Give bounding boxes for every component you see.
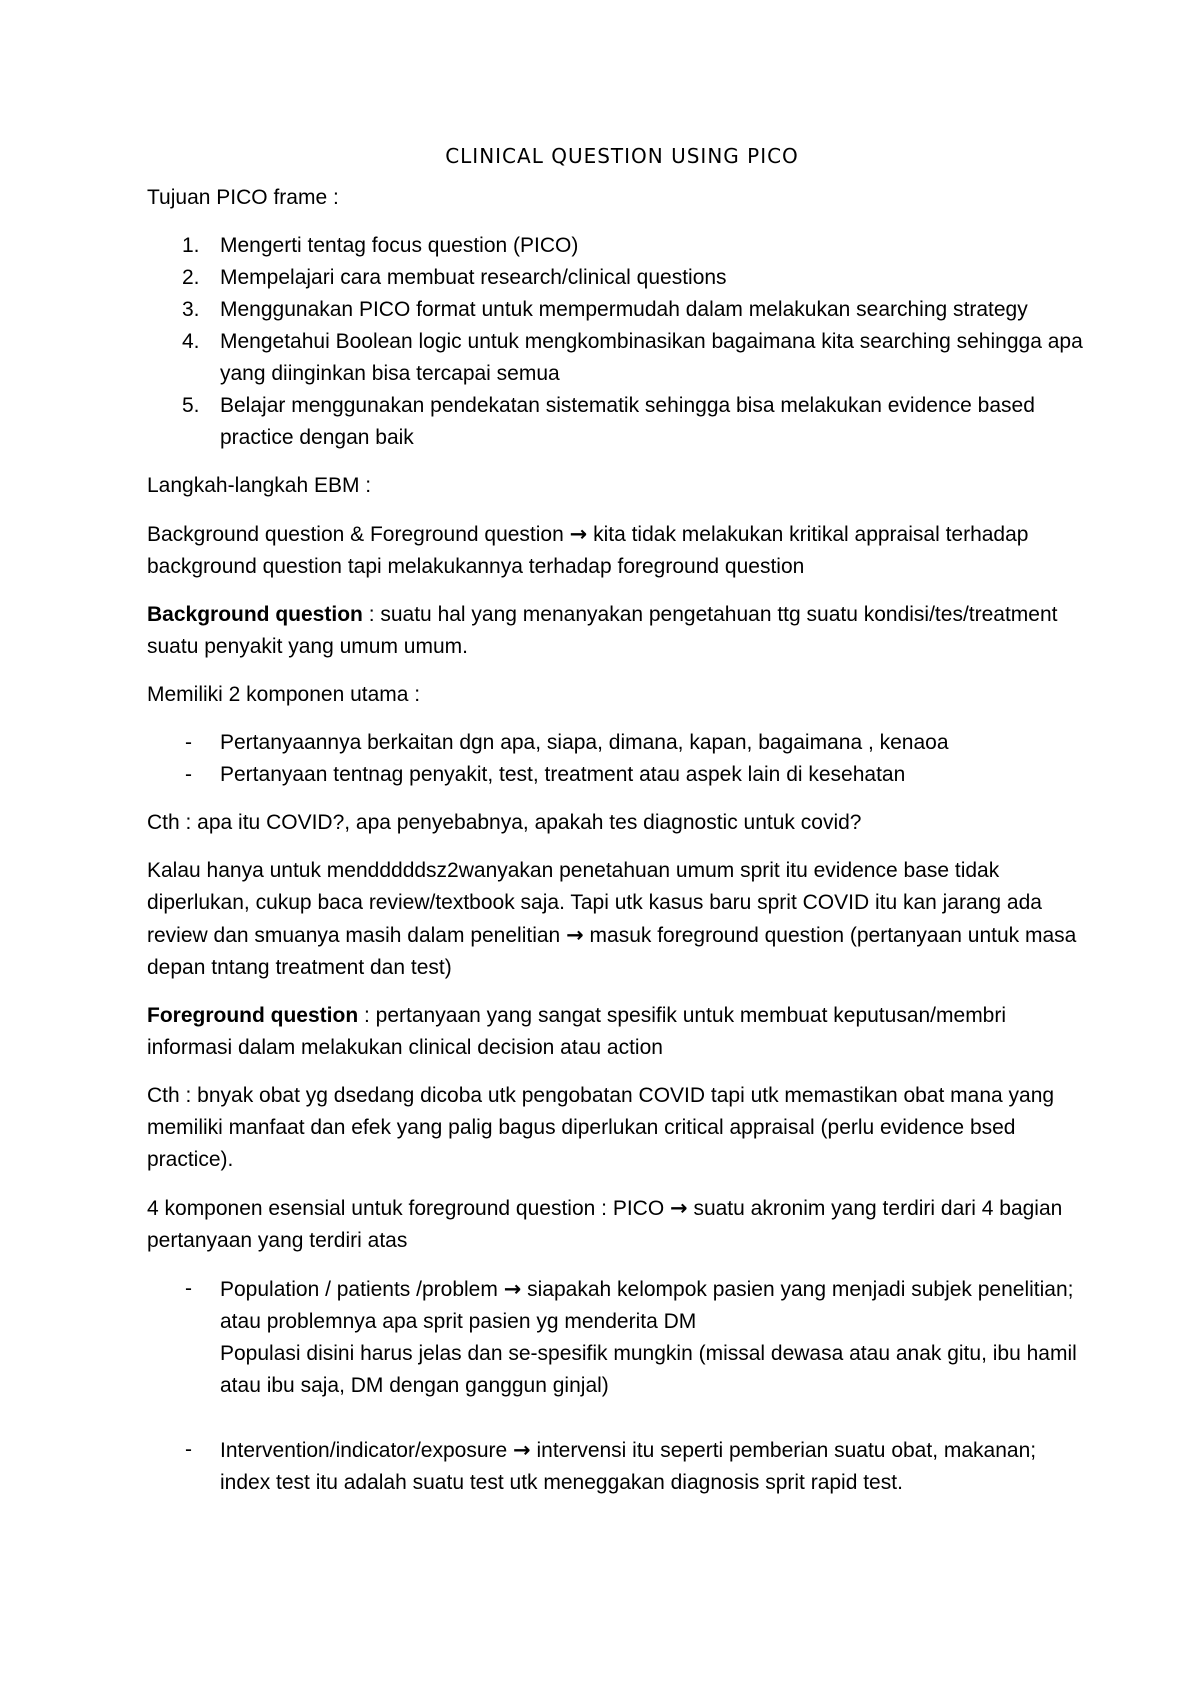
pico-intervention-text: intervensi itu seperti pemberian suatu obat, makanan; index test itu adalah suatu test utk meneggakan diagnosis sprit rapid test. — [220, 1439, 1037, 1494]
list-item — [147, 230, 1087, 262]
pico-list — [147, 1273, 1087, 1499]
list-number: 5. — [182, 394, 200, 417]
list-item-text: Mempelajari cara membuat research/clinical questions — [220, 266, 727, 289]
empat-paragraph — [147, 1192, 1087, 1257]
dash-bullet: - — [185, 731, 192, 754]
memiliki-heading: Memiliki 2 komponen utama : — [147, 683, 421, 706]
kalau-text-after: masuk foreground question (pertanyaan untuk masa depan tntang treatment dan test) — [147, 924, 1077, 979]
list-item-text: Mengerti tentag focus question (PICO) — [220, 234, 579, 257]
example-1: Cth : apa itu COVID?, apa penyebabnya, apakah tes diagnostic untuk covid? — [147, 811, 862, 834]
right-arrow-icon: → — [566, 923, 584, 947]
list-item-text: Pertanyaan tentnag penyakit, test, treatment atau aspek lain di kesehatan — [220, 763, 906, 786]
dash-bullet: - — [185, 1277, 192, 1300]
tujuan-heading: Tujuan PICO frame : — [147, 186, 339, 209]
document-title: CLINICAL QUESTION USING PICO — [445, 144, 799, 168]
foreground-term: Foreground question — [147, 1004, 359, 1027]
list-item-text: Menggunakan PICO format untuk mempermudah dalam melakukan searching strategy — [220, 298, 1028, 321]
pico-intervention-term: Intervention/indicator/exposure — [220, 1439, 508, 1462]
pico-population-extra: Populasi disini harus jelas dan se-spesifik mungkin (missal dewasa atau anak gitu, ibu hamil atau ibu saja, DM dengan ganggun ginjal) — [220, 1342, 1077, 1397]
list-item — [147, 294, 1087, 326]
list-item — [147, 390, 1087, 454]
list-number: 2. — [182, 266, 200, 289]
right-arrow-icon: → — [513, 1438, 531, 1462]
list-item-text: Pertanyaannya berkaitan dgn apa, siapa, dimana, kapan, bagaimana , kenaoa — [220, 731, 949, 754]
right-arrow-icon: → — [503, 1277, 522, 1301]
list-item — [147, 326, 1087, 390]
list-number: 1. — [182, 234, 200, 257]
empat-text-after: suatu akronim yang terdiri dari 4 bagian pertanyaan yang terdiri atas — [147, 1197, 1063, 1252]
list-number: 4. — [182, 330, 200, 353]
empat-text-before: 4 komponen esensial untuk foreground question : PICO — [147, 1197, 665, 1220]
list-item — [147, 1273, 1087, 1402]
kalau-paragraph — [147, 855, 1087, 984]
background-definition — [147, 599, 1087, 663]
pico-population-text: siapakah kelompok pasien yang menjadi subjek penelitian; atau problemnya apa sprit pasien yg menderita DM — [220, 1278, 1074, 1333]
dash-bullet: - — [185, 763, 192, 786]
dash-bullet: - — [185, 1438, 192, 1461]
background-term: Background question — [147, 603, 363, 626]
right-arrow-icon: → — [670, 1196, 688, 1220]
list-number: 3. — [182, 298, 200, 321]
list-item-text: Mengetahui Boolean logic untuk mengkombinasikan bagaimana kita searching sehingga apa yang diinginkan bisa tercapai semua — [220, 330, 1083, 385]
list-item — [147, 262, 1087, 294]
list-item — [147, 727, 1087, 759]
list-item — [147, 1434, 1087, 1499]
foreground-text: : pertanyaan yang sangat spesifik untuk membuat keputusan/membri informasi dalam melakukan clinical decision atau action — [147, 1004, 1007, 1059]
komponen-list — [147, 727, 1087, 791]
example-2: Cth : bnyak obat yg dsedang dicoba utk pengobatan COVID tapi utk memastikan obat mana yang memiliki manfaat dan efek yang palig bagus diperlukan critical appraisal (perlu evidence bsed practice). — [147, 1084, 1055, 1171]
bg-fg-text-before: Background question & Foreground question — [147, 523, 564, 546]
pico-population-term: Population / patients /problem — [220, 1278, 498, 1301]
langkah-heading: Langkah-langkah EBM : — [147, 474, 372, 497]
document-page — [147, 140, 1087, 1515]
foreground-definition — [147, 1000, 1087, 1064]
bg-fg-paragraph — [147, 518, 1087, 583]
list-item-text: Belajar menggunakan pendekatan sistematik sehingga bisa melakukan evidence based practice dengan baik — [220, 394, 1035, 449]
background-text: : suatu hal yang menanyakan pengetahuan ttg suatu kondisi/tes/treatment suatu penyakit yang umum umum. — [147, 603, 1058, 658]
bg-fg-text-after: kita tidak melakukan kritikal appraisal terhadap background question tapi melakukannya terhadap foreground question — [147, 523, 1029, 578]
tujuan-list — [147, 230, 1087, 454]
right-arrow-icon: → — [569, 522, 588, 546]
kalau-text-before: Kalau hanya untuk mendddddsz2wanyakan penetahuan umum sprit itu evidence base tidak diperlukan, cukup baca review/textbook saja. Tapi utk kasus baru sprit COVID itu kan jarang ada review dan smuanya masih dalam penelitian — [147, 859, 1042, 947]
list-item — [147, 759, 1087, 791]
